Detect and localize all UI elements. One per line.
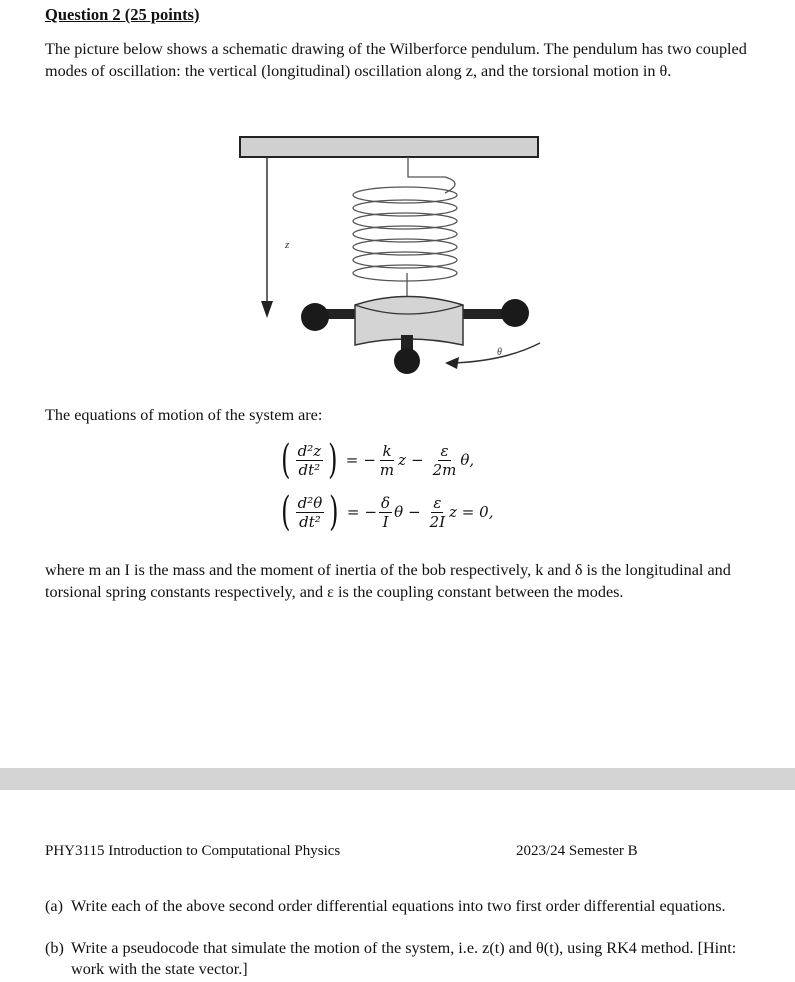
z-label: z [285,239,290,251]
variables-explanation: where m an I is the mass and the moment of inertia of the bob respectively, k and δ is the longitudinal and torsional spring constants respectively, and ε is the coupling constant between the modes. [45,561,731,601]
equation-theta: ( $\frac{\text{d²θ}}{\text{dt²}}$ ) = − $\frac{\delta}{I}$ θ − $\frac{\varepsilon}{2I}$ z = 0, [281,489,494,535]
footer-course: PHY3115 Introduction to Computational Physics [45,843,341,859]
equations-intro: The equations of motion of the system are: [45,406,323,424]
part-a: (a) Write each of the above second order differential equations into two first order differential equations. [45,897,726,915]
wilberforce-pendulum-figure [235,133,545,383]
ceiling-bar [240,137,538,157]
intro-paragraph: The picture below shows a schematic drawing of the Wilberforce pendulum. The pendulum has two coupled modes of oscillation: the vertical (longitudinal) oscillation along z, and the torsional motion in θ. [45,40,747,80]
equation-z: ( $\frac{\text{d²z}}{\text{dt²}}$ ) = − $\frac{k}{m}$ z − $\frac{\varepsilon}{2m}$ θ, [281,437,475,483]
theta-label: θ [497,347,502,358]
spring-coils [353,187,457,281]
page-break-band [0,768,795,790]
question-heading: Question 2 (25 points) [45,5,200,24]
footer-term: 2023/24 Semester B [516,843,638,859]
part-b: (b) Write a pseudocode that simulate the motion of the system, i.e. z(t) and θ(t), using RK4 method. [Hint: work with the state vector.] [45,939,737,978]
